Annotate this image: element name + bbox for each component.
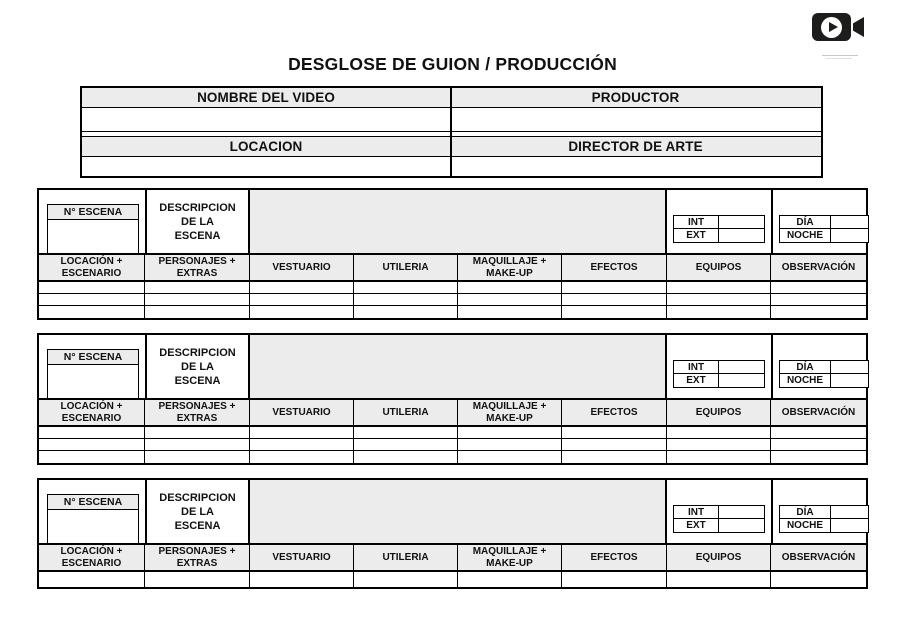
column-header-observacion: OBSERVACIÓN: [781, 551, 856, 563]
scene-number-box: [47, 494, 139, 544]
ext-field: [719, 519, 764, 532]
scene-block-2: [37, 333, 868, 465]
ext-label: EXT: [674, 519, 719, 532]
scene-number-label: N° ESCENA: [48, 205, 138, 220]
night-field: [831, 374, 868, 387]
table-cell: [145, 439, 250, 450]
location-label: LOCACION: [82, 137, 450, 156]
scene-description-label: DESCRIPCION DE LA ESCENA: [145, 190, 250, 254]
ext-field: [719, 229, 764, 242]
table-cell: [354, 306, 458, 318]
page-title: DESGLOSE DE GUION / PRODUCCIÓN: [288, 54, 617, 74]
table-cell: [458, 306, 562, 318]
table-cell: [667, 306, 771, 318]
table-row: [39, 451, 866, 463]
column-header-maquillaje: MAQUILLAJE + MAKE-UP: [458, 545, 562, 570]
producer-label: PRODUCTOR: [450, 88, 821, 107]
day-label: DÍA: [780, 506, 831, 518]
columns-header-row: [39, 255, 866, 282]
int-field: [719, 216, 764, 228]
int-ext-cell: [667, 480, 771, 544]
table-cell: [458, 427, 562, 438]
table-cell: [354, 451, 458, 463]
table-cell: [354, 572, 458, 587]
int-row: [674, 361, 764, 374]
camera-circle-shape: [821, 17, 842, 38]
table-cell: [145, 306, 250, 318]
night-row: [780, 229, 868, 242]
ext-label: EXT: [674, 374, 719, 387]
table-cell: [771, 572, 866, 587]
day-label: DÍA: [780, 216, 831, 228]
table-cell: [39, 306, 145, 318]
table-cell: [458, 294, 562, 305]
table-cell: [562, 294, 667, 305]
table-cell: [562, 572, 667, 587]
scene-number-field: [48, 510, 138, 543]
table-cell: [771, 294, 866, 305]
table-row: [39, 282, 866, 294]
table-cell: [145, 282, 250, 293]
night-row: [780, 374, 868, 387]
day-field: [831, 506, 868, 518]
table-cell: [458, 451, 562, 463]
column-header-locacion-escenario: LOCACIÓN + ESCENARIO: [39, 255, 145, 280]
column-header-personajes-extras: PERSONAJES + EXTRAS: [145, 255, 250, 280]
column-header-maquillaje: MAQUILLAJE + MAKE-UP: [458, 400, 562, 425]
table-cell: [562, 306, 667, 318]
table-cell: [771, 306, 866, 318]
table-cell: [562, 282, 667, 293]
table-cell: [145, 451, 250, 463]
scene-description-area: [250, 190, 667, 254]
table-cell: [250, 451, 354, 463]
int-row: [674, 506, 764, 519]
int-ext-table: [673, 215, 765, 243]
table-cell: [250, 294, 354, 305]
scene-number-cell: [39, 190, 145, 254]
table-cell: [771, 282, 866, 293]
table-cell: [39, 572, 145, 587]
scene-number-box: [47, 204, 139, 254]
art-director-field: [450, 157, 821, 176]
table-cell: [250, 439, 354, 450]
table-cell: [250, 572, 354, 587]
int-ext-table: [673, 505, 765, 533]
day-row: [780, 361, 868, 374]
column-header-efectos: EFECTOS: [562, 545, 667, 570]
table-cell: [562, 439, 667, 450]
day-night-table: [779, 215, 869, 243]
table-row: [39, 439, 866, 451]
ext-label: EXT: [674, 229, 719, 242]
table-cell: [145, 572, 250, 587]
column-header-personajes-extras: PERSONAJES + EXTRAS: [145, 545, 250, 570]
table-row: [39, 572, 866, 587]
column-header-locacion-escenario: LOCACIÓN + ESCENARIO: [39, 545, 145, 570]
table-cell: [250, 306, 354, 318]
column-header-utileria: UTILERIA: [354, 400, 458, 425]
scene-block-3: [37, 478, 868, 589]
producer-field: [450, 108, 821, 131]
int-label: INT: [674, 506, 719, 518]
table-cell: [667, 294, 771, 305]
info-table-divider: [450, 88, 452, 176]
table-cell: [667, 439, 771, 450]
play-triangle-icon: [829, 22, 838, 32]
video-camera-icon: [812, 12, 866, 60]
table-cell: [458, 572, 562, 587]
scene-description-area: [250, 480, 667, 544]
scene-block-1: [37, 188, 868, 320]
column-header-equipos: EQUIPOS: [667, 400, 771, 425]
table-cell: [458, 282, 562, 293]
column-header-efectos: EFECTOS: [562, 255, 667, 280]
column-header-equipos: EQUIPOS: [667, 545, 771, 570]
video-name-field: [82, 108, 450, 131]
ext-row: [674, 229, 764, 242]
int-label: INT: [674, 216, 719, 228]
table-cell: [145, 427, 250, 438]
column-header-utileria: UTILERIA: [354, 545, 458, 570]
scene-description-label: DESCRIPCION DE LA ESCENA: [145, 335, 250, 399]
ext-row: [674, 519, 764, 532]
night-field: [831, 519, 868, 532]
scene-number-field: [48, 220, 138, 253]
table-cell: [39, 282, 145, 293]
day-field: [831, 216, 868, 228]
info-table: [80, 86, 823, 178]
table-cell: [771, 451, 866, 463]
column-header-observacion: OBSERVACIÓN: [781, 406, 856, 418]
day-label: DÍA: [780, 361, 831, 373]
table-cell: [39, 294, 145, 305]
column-header-vestuario: VESTUARIO: [250, 255, 354, 280]
int-label: INT: [674, 361, 719, 373]
table-cell: [667, 451, 771, 463]
day-night-cell: [771, 480, 869, 544]
day-row: [780, 506, 868, 519]
column-header-personajes-extras: PERSONAJES + EXTRAS: [145, 400, 250, 425]
day-night-table: [779, 505, 869, 533]
night-row: [780, 519, 868, 532]
int-ext-cell: [667, 335, 771, 399]
table-cell: [250, 282, 354, 293]
column-header-utileria: UTILERIA: [354, 255, 458, 280]
ext-row: [674, 374, 764, 387]
table-row: [39, 427, 866, 439]
table-cell: [354, 294, 458, 305]
int-field: [719, 506, 764, 518]
table-row: [39, 294, 866, 306]
table-cell: [458, 439, 562, 450]
scene-number-cell: [39, 335, 145, 399]
column-header-efectos: EFECTOS: [562, 400, 667, 425]
scene-number-cell: [39, 480, 145, 544]
day-night-cell: [771, 190, 869, 254]
table-cell: [771, 439, 866, 450]
column-header-maquillaje: MAQUILLAJE + MAKE-UP: [458, 255, 562, 280]
table-cell: [39, 427, 145, 438]
table-cell: [354, 439, 458, 450]
day-night-table: [779, 360, 869, 388]
table-cell: [771, 427, 866, 438]
scene-top-section: [39, 190, 866, 255]
int-field: [719, 361, 764, 373]
location-field: [82, 157, 450, 176]
table-cell: [667, 282, 771, 293]
scene-number-field: [48, 365, 138, 398]
day-night-cell: [771, 335, 869, 399]
camera-lens-shape: [853, 17, 864, 37]
scene-number-box: [47, 349, 139, 399]
column-header-vestuario: VESTUARIO: [250, 400, 354, 425]
night-label: NOCHE: [780, 374, 831, 387]
int-ext-cell: [667, 190, 771, 254]
table-cell: [250, 427, 354, 438]
table-cell: [667, 427, 771, 438]
table-row: [39, 306, 866, 318]
scene-description-area: [250, 335, 667, 399]
columns-header-row: [39, 545, 866, 572]
ext-field: [719, 374, 764, 387]
night-label: NOCHE: [780, 229, 831, 242]
night-field: [831, 229, 868, 242]
column-header-equipos: EQUIPOS: [667, 255, 771, 280]
scene-number-label: N° ESCENA: [48, 350, 138, 365]
table-cell: [39, 451, 145, 463]
column-header-locacion-escenario: LOCACIÓN + ESCENARIO: [39, 400, 145, 425]
columns-header-row: [39, 400, 866, 427]
table-cell: [562, 427, 667, 438]
table-cell: [354, 427, 458, 438]
table-cell: [39, 439, 145, 450]
column-header-vestuario: VESTUARIO: [250, 545, 354, 570]
art-director-label: DIRECTOR DE ARTE: [450, 137, 821, 156]
table-cell: [354, 282, 458, 293]
int-row: [674, 216, 764, 229]
scene-top-section: [39, 480, 866, 545]
int-ext-table: [673, 360, 765, 388]
camera-body-shape: [812, 13, 851, 41]
video-name-label: NOMBRE DEL VIDEO: [82, 88, 450, 107]
scene-number-label: N° ESCENA: [48, 495, 138, 510]
table-cell: [562, 451, 667, 463]
table-cell: [667, 572, 771, 587]
scene-top-section: [39, 335, 866, 400]
column-header-observacion: OBSERVACIÓN: [781, 261, 856, 273]
day-row: [780, 216, 868, 229]
scene-description-label: DESCRIPCION DE LA ESCENA: [145, 480, 250, 544]
night-label: NOCHE: [780, 519, 831, 532]
table-cell: [145, 294, 250, 305]
day-field: [831, 361, 868, 373]
